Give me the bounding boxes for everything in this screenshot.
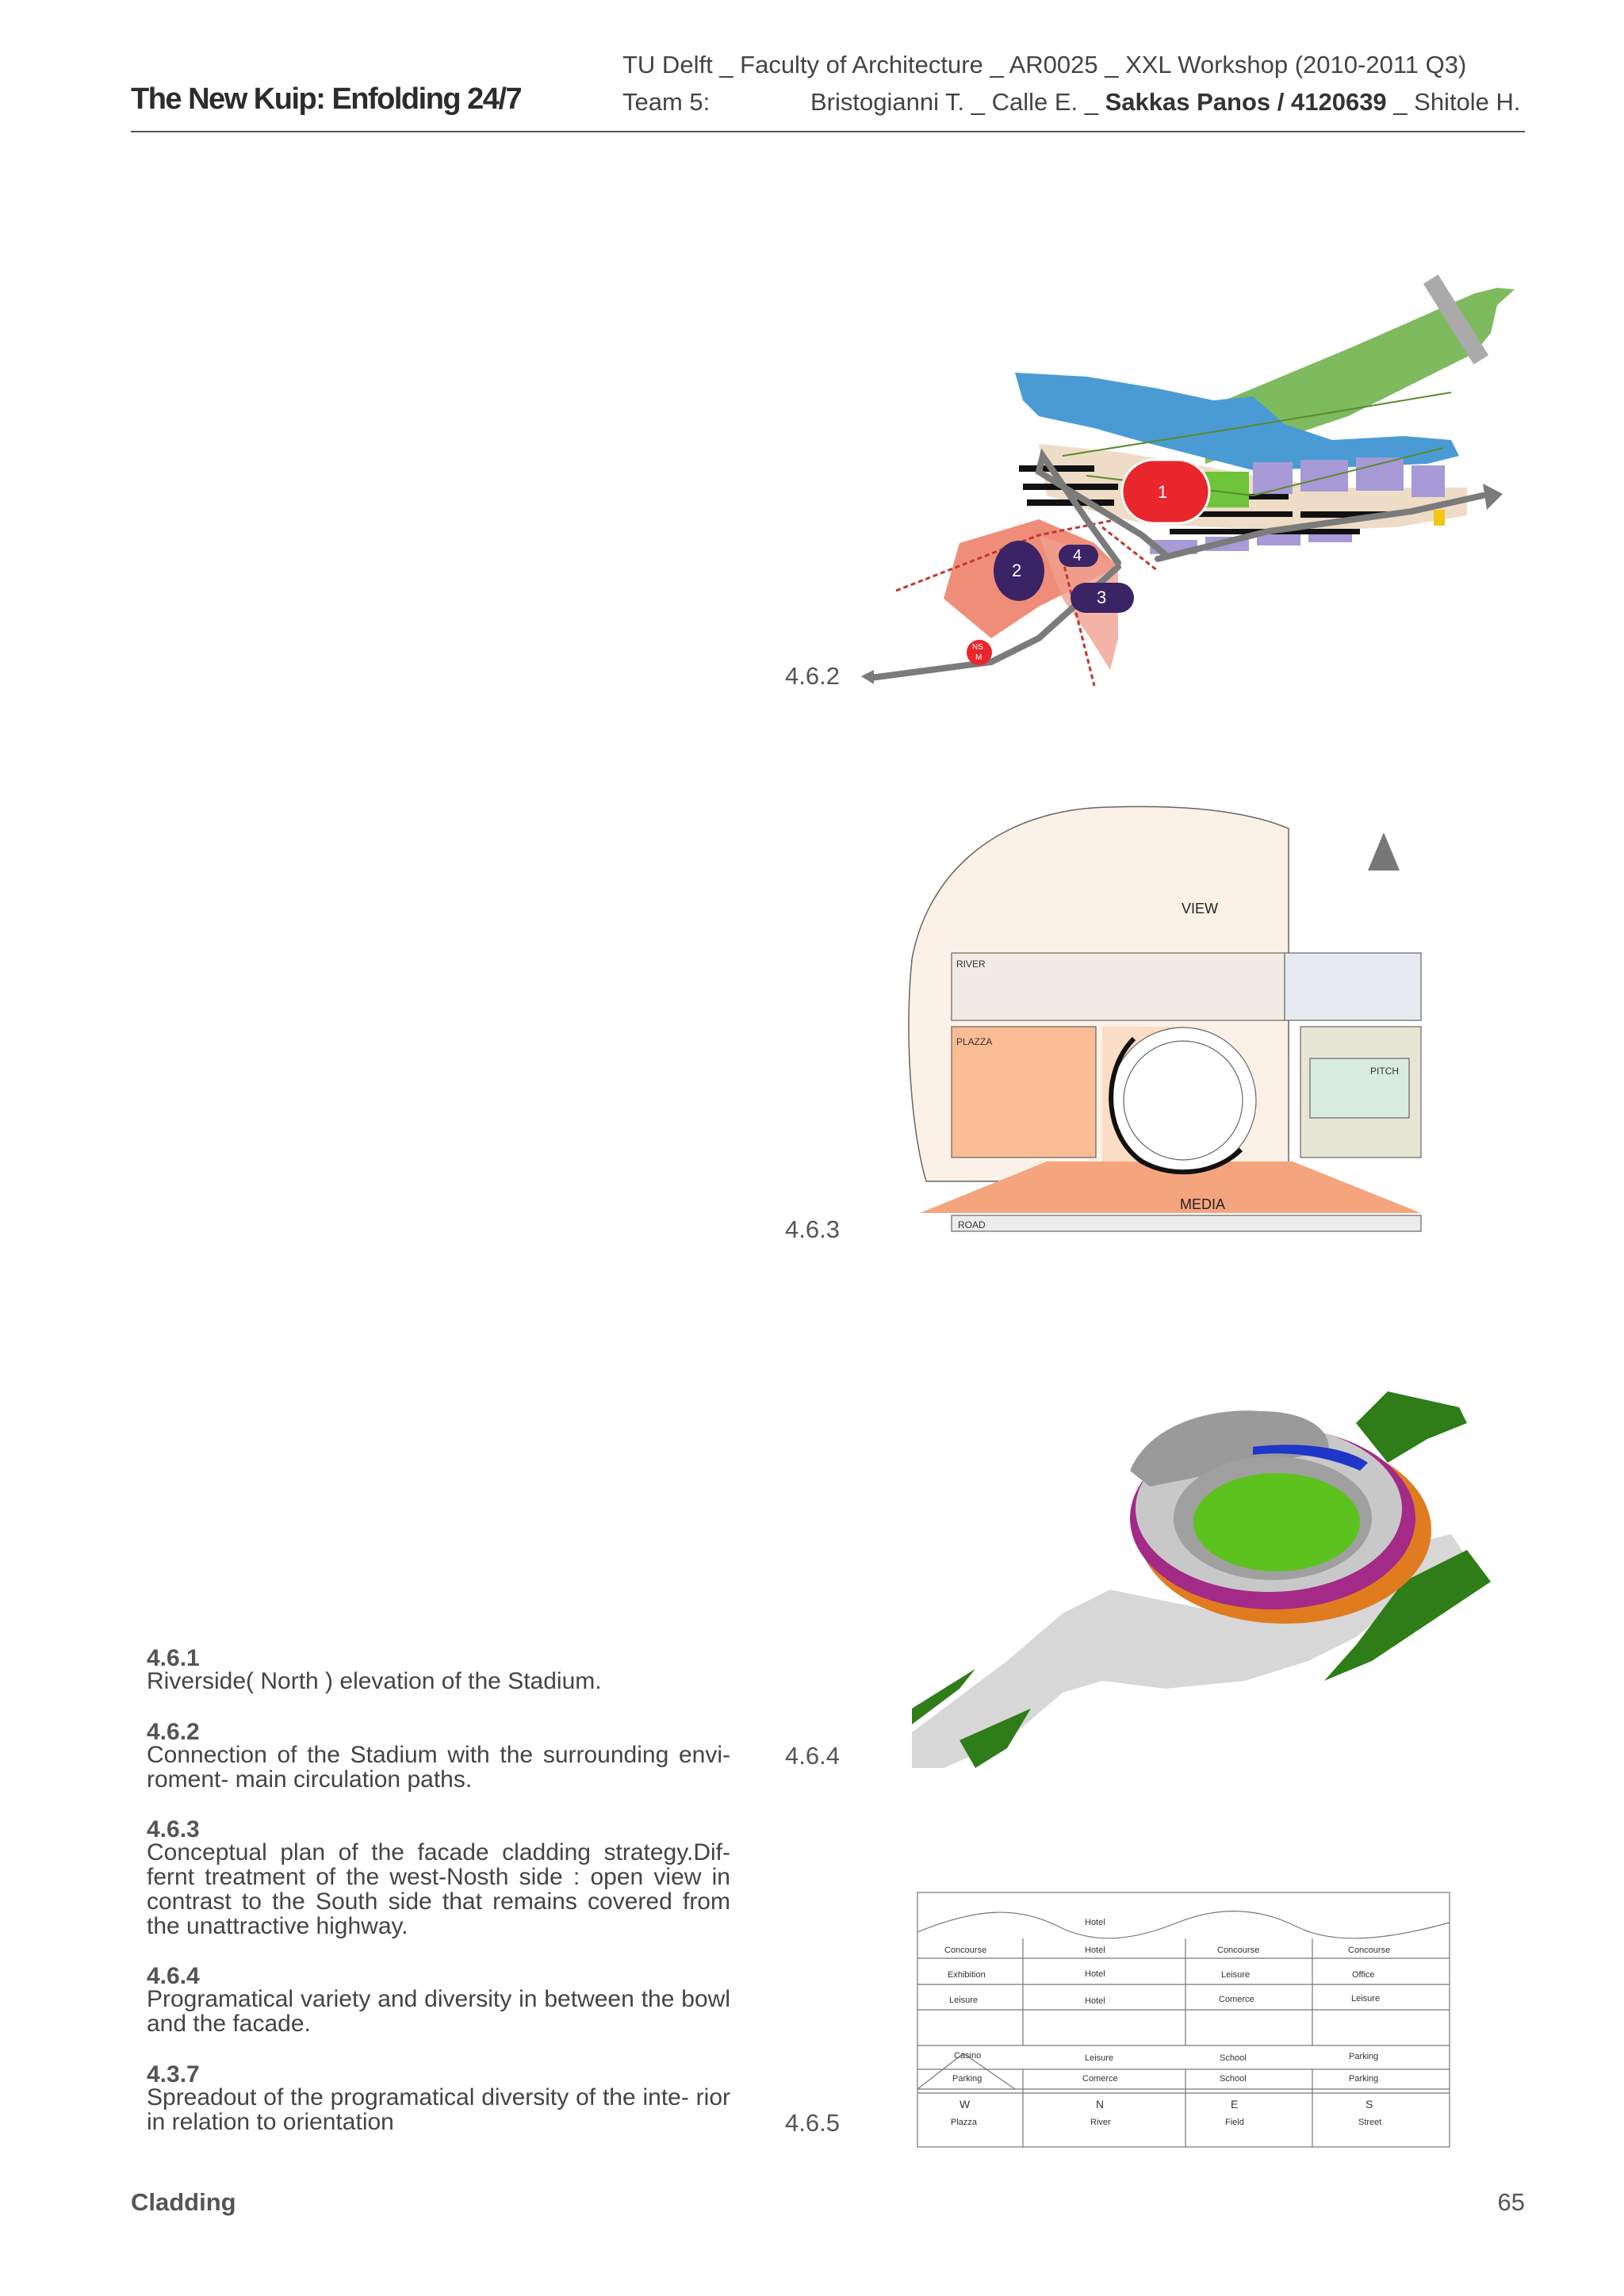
member-bold: Sakkas Panos / 4120639	[1105, 88, 1387, 116]
cell-r1-w: Concourse	[944, 1946, 987, 1955]
team-label: Team 5:	[622, 88, 710, 116]
footer-section: Cladding	[131, 2188, 236, 2216]
document-title: The New Kuip: Enfolding 24/7	[131, 82, 522, 116]
zone-label-view: VIEW	[1182, 901, 1219, 916]
stadium-3d-model	[912, 1376, 1499, 1772]
caption-number: 4.6.4	[147, 1963, 200, 1989]
figure-label-4-6-3: 4.6.3	[785, 1215, 840, 1243]
cell-r5-s: Parking	[1349, 2074, 1379, 2084]
header-rule	[131, 131, 1525, 132]
cell-r6-s: S	[1365, 2098, 1373, 2110]
members-pre: Bristogianni T. _ Calle E. _	[810, 88, 1105, 116]
cell-r7-s: Street	[1358, 2118, 1382, 2127]
cell-r1-e: Concourse	[1217, 1946, 1260, 1955]
figure-label-4-6-5: 4.6.5	[785, 2109, 840, 2137]
cell-r3-w: Leisure	[949, 1996, 979, 2005]
cell-r5-e: School	[1220, 2074, 1247, 2084]
figure-label-4-6-2: 4.6.2	[785, 662, 840, 690]
caption-number: 4.6.2	[147, 1719, 200, 1745]
path-white	[1054, 1693, 1108, 1765]
caption-number: 4.6.3	[147, 1816, 200, 1843]
road-arrow-west	[861, 670, 874, 684]
road-zone	[952, 1215, 1421, 1231]
cell-r4-e: School	[1220, 2053, 1247, 2063]
cell-r2-n: Hotel	[1085, 1969, 1105, 1979]
program-table	[916, 1891, 1451, 2149]
cell-r5-w: Parking	[952, 2074, 982, 2084]
cell-r6-n: N	[1096, 2098, 1105, 2110]
members-post: _ Shitole H.	[1386, 88, 1521, 116]
river-zone-east	[1285, 953, 1421, 1020]
cell-r2-e: Leisure	[1221, 1970, 1251, 1980]
north-arrow-icon	[1368, 832, 1400, 871]
ns-station-top: NS	[972, 643, 983, 652]
cell-r1-n: Hotel	[1085, 1946, 1105, 1955]
landscape-green-top	[1356, 1391, 1467, 1463]
cell-r4-s: Parking	[1349, 2052, 1379, 2061]
course-line: TU Delft _ Faculty of Architecture _ AR0025 _ XXL Workshop (2010-2011 Q3)	[622, 51, 1467, 78]
building-3-number: 3	[1097, 587, 1107, 607]
ns-station-bottom: M	[975, 653, 982, 662]
stadium-inner-ring	[1124, 1041, 1243, 1160]
training-field	[1205, 472, 1249, 507]
building-2-number: 2	[1012, 561, 1022, 580]
cell-r7-e: Field	[1225, 2118, 1244, 2127]
caption-number: 4.3.7	[147, 2061, 200, 2087]
cell-r4-n: Leisure	[1085, 2053, 1114, 2063]
pitch-3d	[1193, 1473, 1360, 1571]
conceptual-plan	[904, 801, 1435, 1241]
cell-r3-s: Leisure	[1351, 1994, 1381, 2003]
zone-label-pitch: PITCH	[1370, 1066, 1399, 1077]
figure-label-4-6-4: 4.6.4	[785, 1742, 840, 1770]
page-number: 65	[1497, 2188, 1525, 2216]
cell-r2-w: Exhibition	[948, 1970, 986, 1980]
caption-text: Riverside( North ) elevation of the Stadium.	[147, 1668, 602, 1694]
building-4-number: 4	[1073, 547, 1082, 564]
team-members	[810, 88, 1521, 117]
cell-r7-w: Plazza	[951, 2118, 978, 2127]
river-zone	[952, 953, 1285, 1020]
cell-r2-s: Office	[1352, 1970, 1375, 1980]
cell-r3-n: Hotel	[1085, 1996, 1105, 2006]
cell-r4-w: Casino	[954, 2051, 982, 2061]
caption-number: 4.6.1	[147, 1645, 200, 1671]
zone-label-river: RIVER	[956, 959, 986, 970]
caption-text: Conceptual plan of the facade cladding strategy.Dif- fernt treatment of the west-Nosth side : open view in contrast to the South side that remains covered from the unattractive highway.	[147, 1839, 730, 1939]
stadium-number: 1	[1158, 482, 1168, 502]
cell-r3-e: Comerce	[1219, 1995, 1254, 2004]
road-arrow-east	[1483, 484, 1503, 510]
cell-r6-w: W	[959, 2098, 971, 2110]
zone-label-road: ROAD	[958, 1219, 986, 1230]
yellow-marker	[1434, 510, 1445, 526]
zone-label-plazza: PLAZZA	[956, 1036, 993, 1047]
table-text	[944, 1918, 1390, 2127]
cell-hotel-top: Hotel	[1085, 1918, 1105, 1927]
site-circulation-map	[856, 258, 1522, 702]
cell-r6-e: E	[1231, 2098, 1239, 2110]
caption-text: Programatical variety and diversity in between the bowl and the facade.	[147, 1986, 730, 2037]
zone-label-media: MEDIA	[1180, 1196, 1226, 1212]
caption-text: Connection of the Stadium with the surrounding envi- roment- main circulation paths.	[147, 1742, 730, 1793]
cell-r7-n: River	[1090, 2118, 1111, 2127]
cell-r5-n: Comerce	[1082, 2074, 1118, 2084]
cell-r1-s: Concourse	[1348, 1946, 1391, 1955]
caption-text: Spreadout of the programatical diversity of the inte- rior in relation to orientation	[147, 2084, 730, 2135]
